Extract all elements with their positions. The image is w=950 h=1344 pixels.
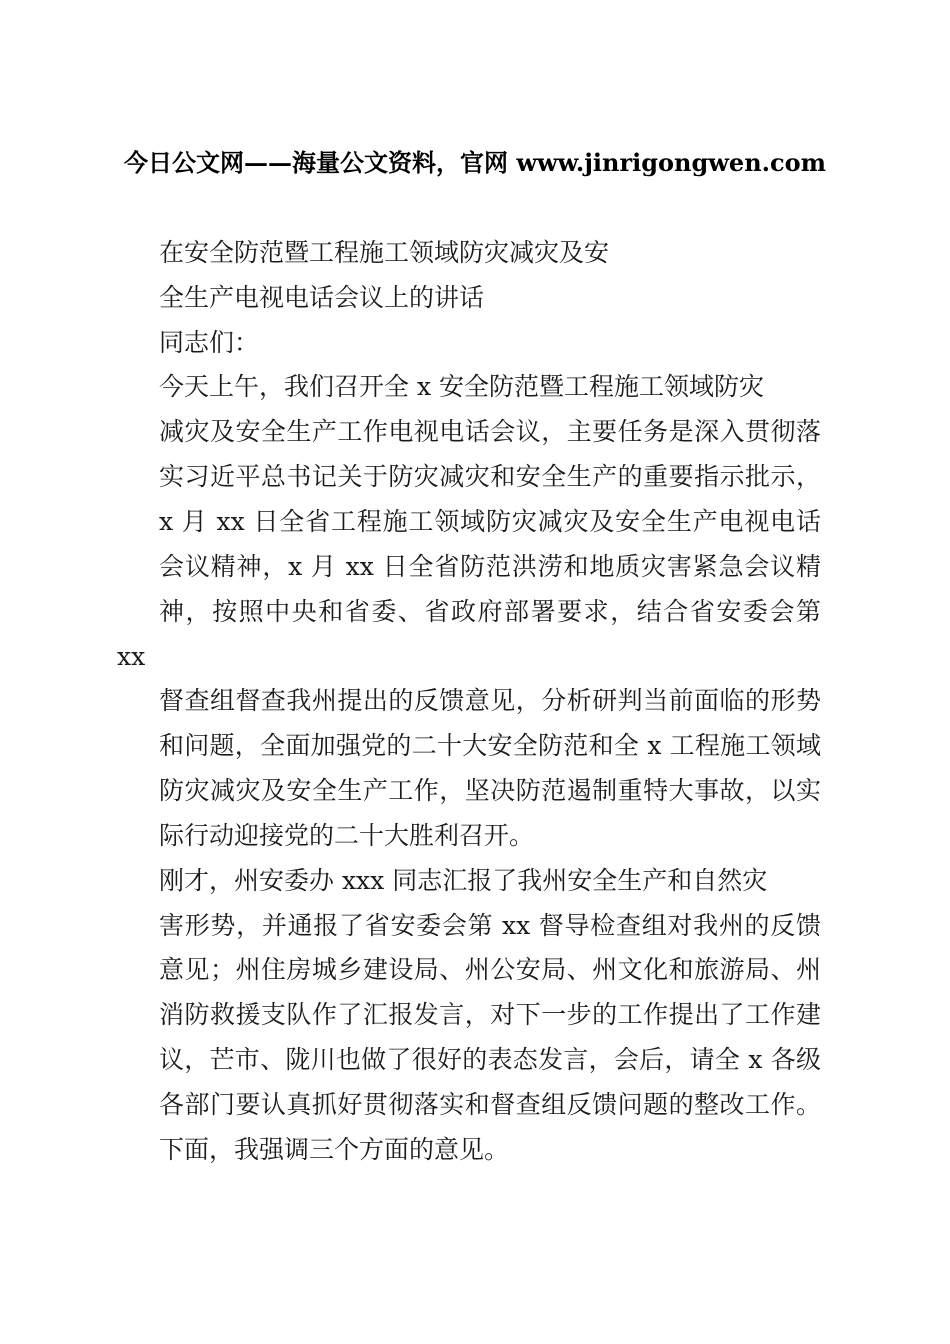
paragraph-line: 议，芒市、陇川也做了很好的表态发言，会后，请全 x 各级	[159, 1045, 821, 1074]
paragraph-line: 实习近平总书记关于防灾减灾和安全生产的重要指示批示，	[159, 462, 821, 491]
paragraph-line: 各部门要认真抓好贯彻落实和督查组反馈问题的整改工作。	[159, 1090, 821, 1119]
paragraph-line: 神，按照中央和省委、省政府部署要求，结合省安委会第	[159, 597, 821, 626]
paragraph-line: 消防救援支队作了汇报发言，对下一步的工作提出了工作建	[159, 1000, 821, 1029]
paragraph-line: 害形势，并通报了省安委会第 xx 督导检查组对我州的反馈	[159, 911, 821, 940]
paragraph-line: 今天上午，我们召开全 x 安全防范暨工程施工领域防灾	[159, 372, 764, 401]
paragraph-line: xx	[117, 642, 146, 671]
paragraph-line: 下面，我强调三个方面的意见。	[159, 1135, 510, 1164]
title-line-2: 全生产电视电话会议上的讲话	[159, 283, 485, 312]
paragraph-line: 际行动迎接党的二十大胜利召开。	[159, 821, 535, 850]
paragraph-line: 会议精神，x 月 xx 日全省防范洪涝和地质灾害紧急会议精	[159, 552, 821, 581]
paragraph-line: 和问题，全面加强党的二十大安全防范和全 x 工程施工领域	[159, 731, 821, 760]
paragraph-line: 督查组督查我州提出的反馈意见，分析研判当前面临的形势	[159, 686, 821, 715]
paragraph-line: 减灾及安全生产工作电视电话会议，主要任务是深入贯彻落	[159, 417, 821, 446]
paragraph-line: 防灾减灾及安全生产工作，坚决防范遏制重特大事故，以实	[159, 776, 821, 805]
paragraph-line: 刚才，州安委办 xxx 同志汇报了我州安全生产和自然灾	[159, 866, 768, 895]
paragraph-line: x 月 xx 日全省工程施工领域防灾减灾及安全生产电视电话	[159, 507, 821, 536]
site-header: 今日公文网——海量公文资料，官网 www.jinrigongwen.com	[123, 148, 827, 177]
paragraph-line: 意见；州住房城乡建设局、州公安局、州文化和旅游局、州	[159, 955, 821, 984]
title-line-1: 在安全防范暨工程施工领域防灾减灾及安	[159, 238, 610, 267]
salutation: 同志们：	[159, 328, 260, 357]
